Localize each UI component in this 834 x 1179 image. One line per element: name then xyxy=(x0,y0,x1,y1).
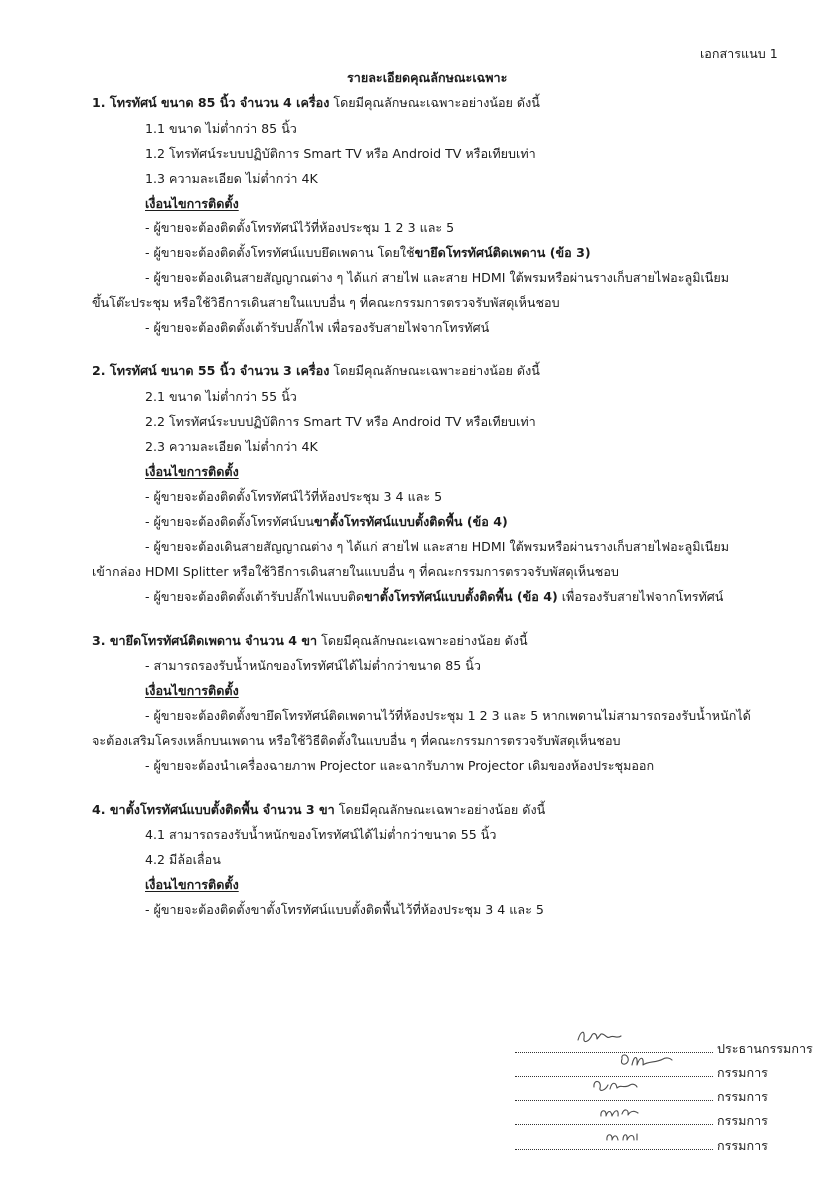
section-3-spec-1: - สามารถรองรับน้ำหนักของโทรทัศน์ได้ไม่ต่ำกว่าขนาด 85 นิ้ว xyxy=(145,658,481,673)
section-2-heading: 2. โทรทัศน์ ขนาด 55 นิ้ว จำนวน 3 เครื่อง โดยมีคุณลักษณะเฉพาะอย่างน้อย ดังนี้ xyxy=(92,363,540,378)
handwritten-signature-2 xyxy=(618,1051,674,1073)
signature-line-5 xyxy=(515,1149,713,1150)
section-1-condition-1: - ผู้ขายจะต้องติดตั้งโทรทัศน์ไว้ที่ห้องประชุม 1 2 3 และ 5 xyxy=(145,220,455,235)
attachment-label: เอกสารแนบ 1 xyxy=(700,46,778,61)
signature-line-3 xyxy=(515,1100,713,1101)
section-2-condition-3-cont: เข้ากล่อง HDMI Splitter หรือใช้วิธีการเดินสายในแบบอื่น ๆ ที่คณะกรรมการตรวจรับพัสดุเห็นชอบ xyxy=(92,564,619,579)
signature-role-3: กรรมการ xyxy=(717,1089,768,1104)
section-3-condition-2: - ผู้ขายจะต้องนำเครื่องฉายภาพ Projector และฉากรับภาพ Projector เดิมของห้องประชุมออก xyxy=(145,758,655,773)
section-2-condition-2: - ผู้ขายจะต้องติดตั้งโทรทัศน์บนขาตั้งโทรทัศน์แบบตั้งติดพื้น (ข้อ 4) xyxy=(145,514,508,529)
section-2-condition-3: - ผู้ขายจะต้องเดินสายสัญญาณต่าง ๆ ได้แก่ สายไฟ และสาย HDMI ใต้พรมหรือผ่านรางเก็บสายไฟอะลูมิเนียม xyxy=(145,539,730,554)
section-2-condition-4: - ผู้ขายจะต้องติดตั้งเต้ารับปลั๊กไฟแบบติดขาตั้งโทรทัศน์แบบตั้งติดพื้น (ข้อ 4) เพื่อรองรับสายไฟจากโทรทัศน์ xyxy=(145,589,724,604)
section-3-conditions-title: เงื่อนไขการติดตั้ง xyxy=(145,683,239,698)
signature-role-2: กรรมการ xyxy=(717,1065,768,1080)
section-1-spec-3: 1.3 ความละเอียด ไม่ต่ำกว่า 4K xyxy=(145,171,318,186)
signature-line-1 xyxy=(515,1052,713,1053)
handwritten-signature-4 xyxy=(598,1104,644,1122)
section-3-heading: 3. ขายึดโทรทัศน์ติดเพดาน จำนวน 4 ขา โดยมีคุณลักษณะเฉพาะอย่างน้อย ดังนี้ xyxy=(92,633,528,648)
signature-line-4 xyxy=(515,1124,713,1125)
section-2-condition-1: - ผู้ขายจะต้องติดตั้งโทรทัศน์ไว้ที่ห้องประชุม 3 4 และ 5 xyxy=(145,489,443,504)
section-4-spec-1: 4.1 สามารถรองรับน้ำหนักของโทรทัศน์ได้ไม่ต่ำกว่าขนาด 55 นิ้ว xyxy=(145,827,497,842)
section-2-spec-3: 2.3 ความละเอียด ไม่ต่ำกว่า 4K xyxy=(145,439,318,454)
section-3-condition-1: - ผู้ขายจะต้องติดตั้งขายึดโทรทัศน์ติดเพดานไว้ที่ห้องประชุม 1 2 3 และ 5 หากเพดานไม่สามารถรองรับน้ำหนักได้ xyxy=(145,708,751,723)
handwritten-signature-5 xyxy=(604,1128,644,1146)
section-1-condition-2: - ผู้ขายจะต้องติดตั้งโทรทัศน์แบบยึดเพดาน โดยใช้ขายึดโทรทัศน์ติดเพดาน (ข้อ 3) xyxy=(145,245,591,260)
document-title: รายละเอียดคุณลักษณะเฉพาะ xyxy=(347,70,508,85)
section-3-condition-1-cont: จะต้องเสริมโครงเหล็กบนเพดาน หรือใช้วิธีติดตั้งในแบบอื่น ๆ ที่คณะกรรมการตรวจรับพัสดุเห็นชอบ xyxy=(92,733,621,748)
section-1-conditions-title: เงื่อนไขการติดตั้ง xyxy=(145,196,239,211)
section-1-condition-3: - ผู้ขายจะต้องเดินสายสัญญาณต่าง ๆ ได้แก่ สายไฟ และสาย HDMI ใต้พรมหรือผ่านรางเก็บสายไฟอะลูมิเนียม xyxy=(145,270,730,285)
section-2-spec-2: 2.2 โทรทัศน์ระบบปฏิบัติการ Smart TV หรือ Android TV หรือเทียบเท่า xyxy=(145,414,536,429)
section-2-conditions-title: เงื่อนไขการติดตั้ง xyxy=(145,464,239,479)
section-1-condition-4: - ผู้ขายจะต้องติดตั้งเต้ารับปลั๊กไฟ เพื่อรองรับสายไฟจากโทรทัศน์ xyxy=(145,320,490,335)
section-4-condition-1: - ผู้ขายจะต้องติดตั้งขาตั้งโทรทัศน์แบบตั้งติดพื้นไว้ที่ห้องประชุม 3 4 และ 5 xyxy=(145,902,544,917)
handwritten-signature-3 xyxy=(590,1076,640,1096)
section-1-condition-3-cont: ขึ้นโต๊ะประชุม หรือใช้วิธีการเดินสายในแบบอื่น ๆ ที่คณะกรรมการตรวจรับพัสดุเห็นชอบ xyxy=(92,295,560,310)
signature-role-5: กรรมการ xyxy=(717,1138,768,1153)
section-1-spec-2: 1.2 โทรทัศน์ระบบปฏิบัติการ Smart TV หรือ Android TV หรือเทียบเท่า xyxy=(145,146,536,161)
section-4-conditions-title: เงื่อนไขการติดตั้ง xyxy=(145,877,239,892)
section-1-heading: 1. โทรทัศน์ ขนาด 85 นิ้ว จำนวน 4 เครื่อง โดยมีคุณลักษณะเฉพาะอย่างน้อย ดังนี้ xyxy=(92,95,540,110)
section-2-spec-1: 2.1 ขนาด ไม่ต่ำกว่า 55 นิ้ว xyxy=(145,389,297,404)
section-4-heading: 4. ขาตั้งโทรทัศน์แบบตั้งติดพื้น จำนวน 3 ขา โดยมีคุณลักษณะเฉพาะอย่างน้อย ดังนี้ xyxy=(92,802,546,817)
handwritten-signature-1 xyxy=(575,1026,625,1048)
section-4-spec-2: 4.2 มีล้อเลื่อน xyxy=(145,852,221,867)
section-1-spec-1: 1.1 ขนาด ไม่ต่ำกว่า 85 นิ้ว xyxy=(145,121,297,136)
signature-role-4: กรรมการ xyxy=(717,1113,768,1128)
signature-role-1: ประธานกรรมการ xyxy=(717,1041,813,1056)
